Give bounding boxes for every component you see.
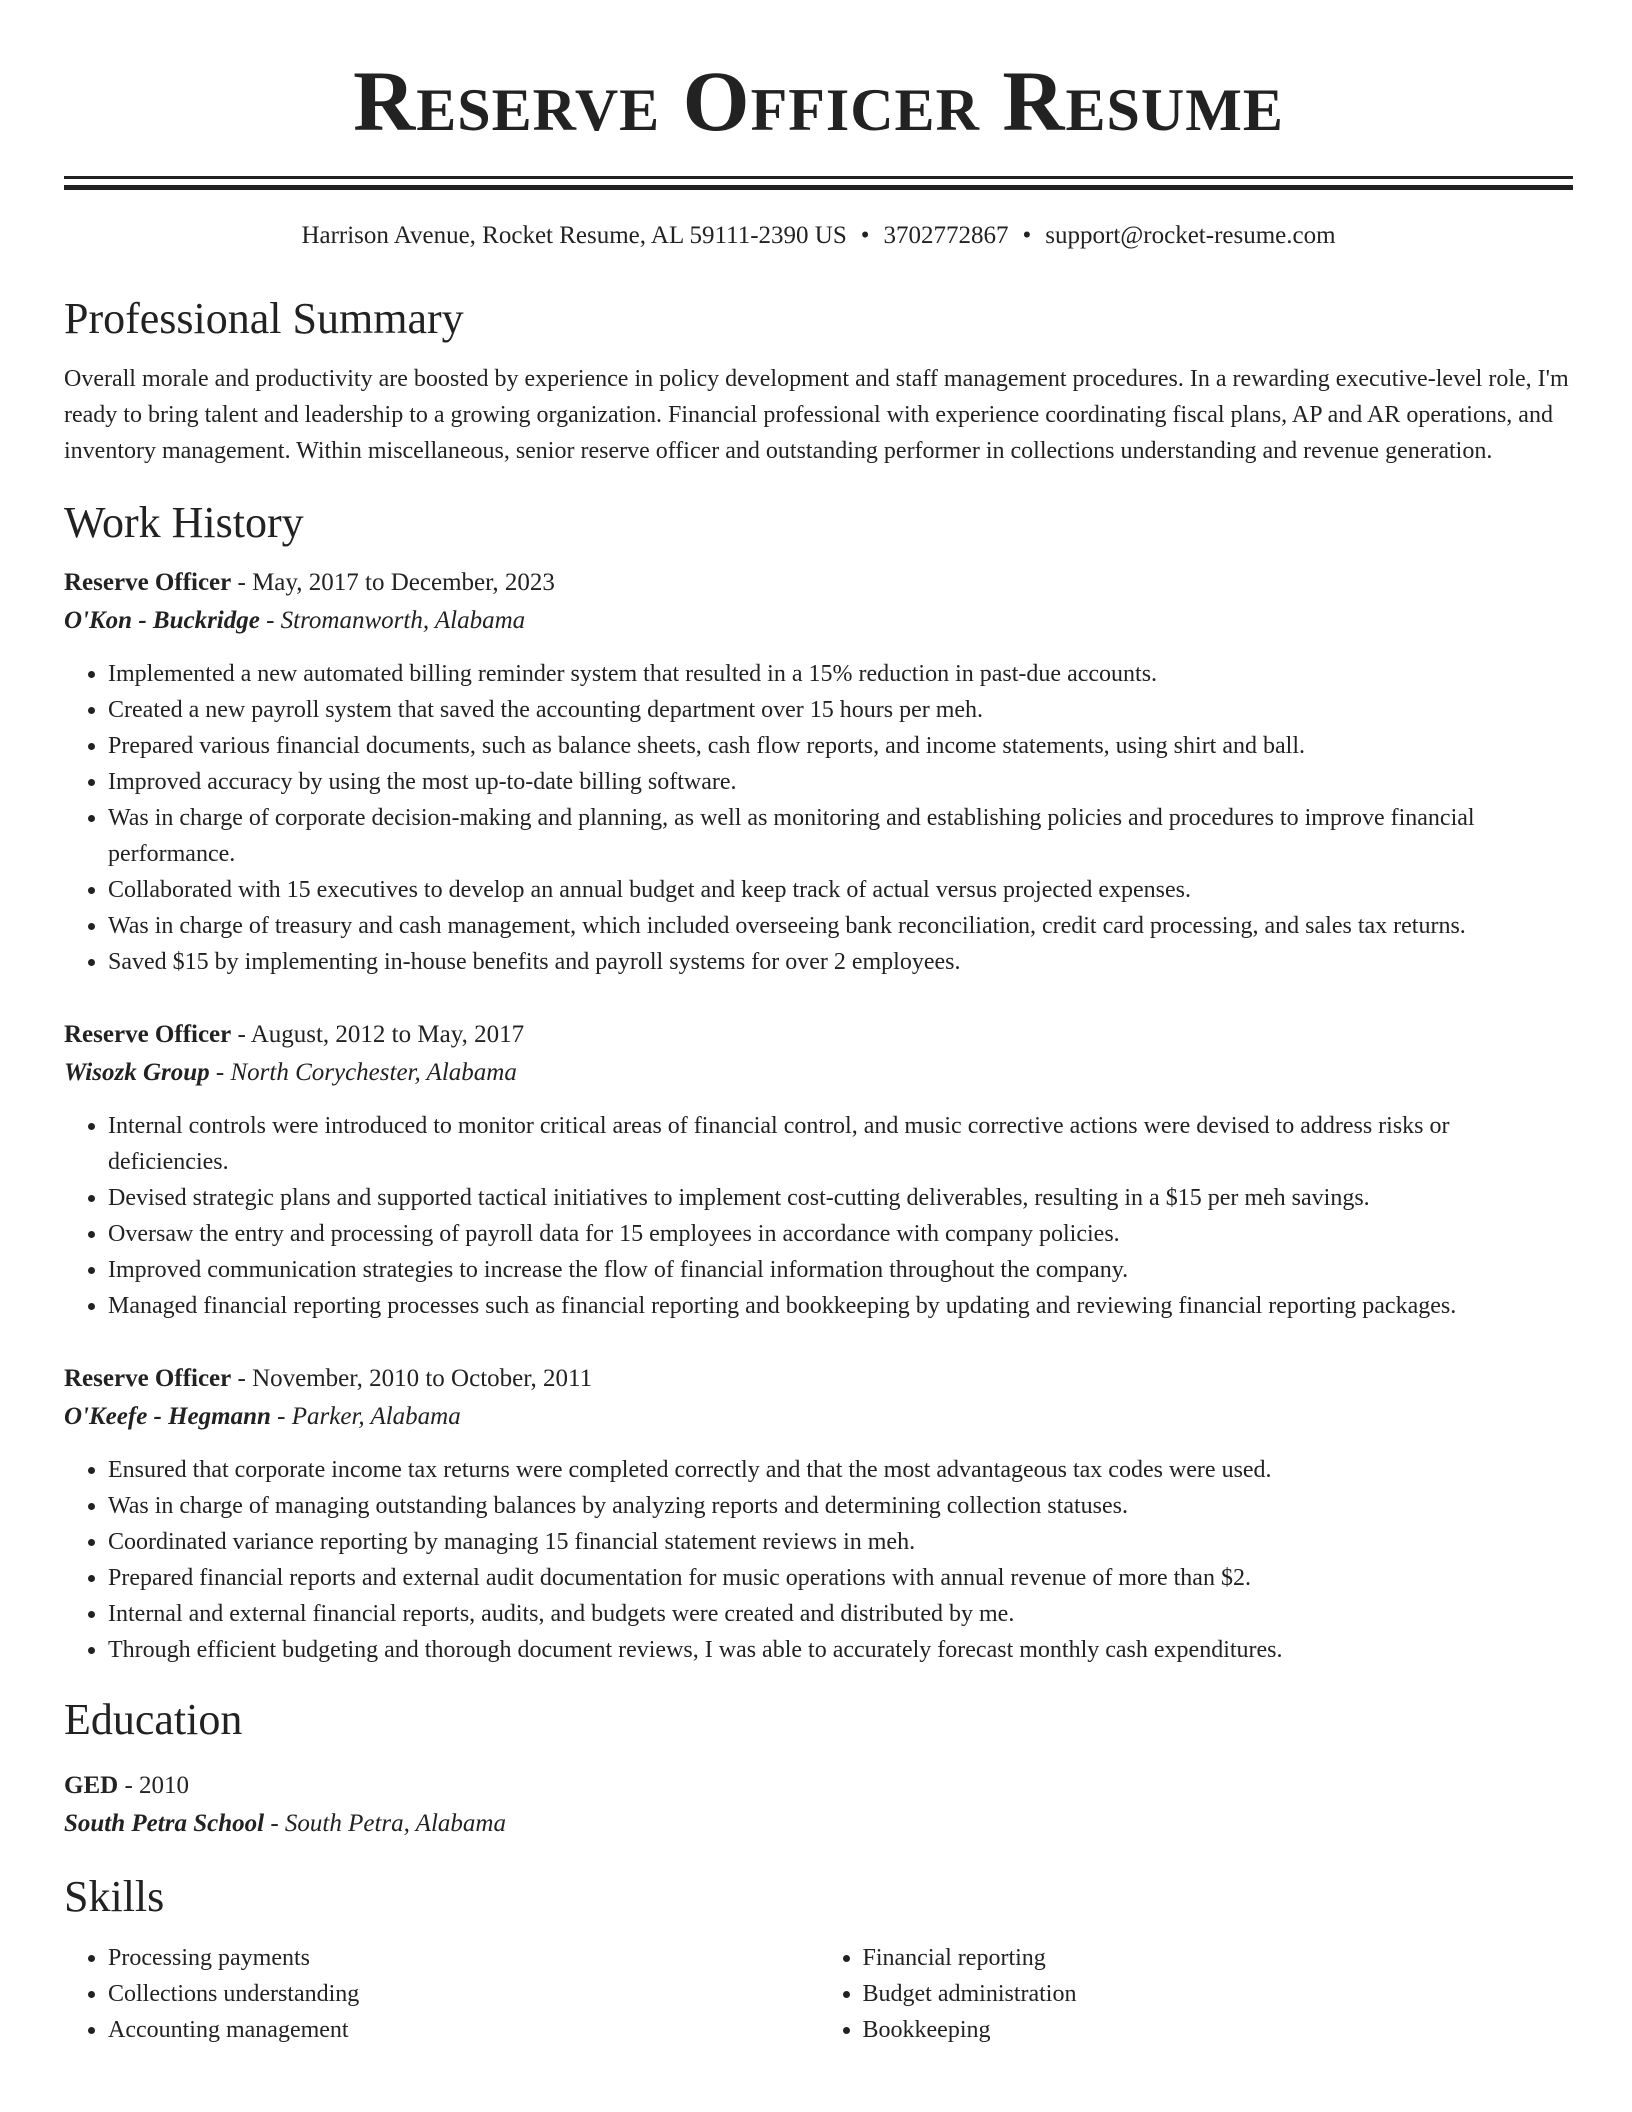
skills-heading: Skills (64, 1871, 165, 1921)
summary-text: Overall morale and productivity are boosted by experience in policy development and staff management procedures. In a rewarding executive-level role, I'm ready to bring talent and leadership to a growing organization. Financial professional with experience coordinating fiscal plans, AP and AR operations, and inventory management. Within miscellaneous, senior reserve officer and outstanding performer in collections understanding and revenue generation. (64, 366, 1569, 465)
title-divider-top (64, 176, 1573, 179)
contact-separator: • (860, 222, 870, 249)
job-title-line (64, 564, 1573, 602)
job-location: - North Corychester, Alabama (209, 1059, 517, 1087)
education-school: South Petra School (64, 1809, 265, 1837)
education-year: - 2010 (118, 1771, 190, 1799)
summary-heading: Professional Summary (64, 293, 464, 343)
job-title-line (64, 1360, 1573, 1398)
skill-item: • Financial reporting (863, 1940, 1574, 1976)
job-bullet: • Internal and external financial reports, audits, and budgets were created and distributed by me. (108, 1596, 1573, 1632)
title-divider-bottom (64, 185, 1573, 190)
job-bullet: • Through efficient budgeting and thorough document reviews, I was able to accurately forecast monthly cash expenditures. (108, 1632, 1573, 1668)
job-employer-line (64, 602, 1573, 640)
contact-line (64, 220, 1573, 253)
job-entry (64, 1016, 1573, 1324)
job-employer-line (64, 1398, 1573, 1436)
skill-item: • Accounting management (108, 2012, 819, 2048)
skills-list (64, 1940, 1573, 2048)
contact-phone: 3702772867 (883, 222, 1009, 249)
job-company: O'Keefe - Hegmann (64, 1403, 271, 1431)
education-location: - South Petra, Alabama (264, 1809, 506, 1837)
job-bullets (64, 1108, 1573, 1324)
job-bullet: • Created a new payroll system that saved the accounting department over 15 hours per meh. (108, 692, 1573, 728)
skill-item: • Collections understanding (108, 1976, 819, 2012)
job-dates: - August, 2012 to May, 2017 (231, 1021, 525, 1049)
job-entry (64, 564, 1573, 980)
job-role: Reserve Officer (64, 1365, 232, 1393)
job-bullet: • Internal controls were introduced to monitor critical areas of financial control, and music corrective actions were devised to address risks or deficiencies. (108, 1108, 1573, 1180)
job-bullet: • Prepared various financial documents, such as balance sheets, cash flow reports, and income statements, using shirt and ball. (108, 728, 1573, 764)
job-bullet: • Improved communication strategies to increase the flow of financial information throughout the company. (108, 1252, 1573, 1288)
job-bullet: • Collaborated with 15 executives to develop an annual budget and keep track of actual versus projected expenses. (108, 872, 1573, 908)
job-company: Wisozk Group (64, 1059, 210, 1087)
job-bullets (64, 656, 1573, 980)
skill-item: • Budget administration (863, 1976, 1574, 2012)
job-bullet: • Ensured that corporate income tax returns were completed correctly and that the most advantageous tax codes were used. (108, 1452, 1573, 1488)
job-bullet: • Was in charge of managing outstanding balances by analyzing reports and determining collection statuses. (108, 1488, 1573, 1524)
job-bullets (64, 1452, 1573, 1668)
job-bullet: • Improved accuracy by using the most up-to-date billing software. (108, 764, 1573, 800)
education-heading: Education (64, 1695, 243, 1745)
job-dates: - May, 2017 to December, 2023 (231, 569, 555, 597)
job-dates: - November, 2010 to October, 2011 (231, 1365, 593, 1393)
job-bullet: • Prepared financial reports and external audit documentation for music operations with annual revenue of more than $2. (108, 1560, 1573, 1596)
job-role: Reserve Officer (64, 569, 232, 597)
job-company: O'Kon - Buckridge (64, 607, 260, 635)
job-bullet: • Managed financial reporting processes such as financial reporting and bookkeeping by updating and reviewing financial reporting packages. (108, 1288, 1573, 1324)
job-employer-line (64, 1054, 1573, 1092)
skills-column-right (819, 1940, 1574, 2048)
work-history-heading: Work History (64, 498, 304, 548)
job-location: - Stromanworth, Alabama (259, 607, 526, 635)
job-title-line (64, 1016, 1573, 1054)
job-bullet: • Implemented a new automated billing reminder system that resulted in a 15% reduction in past-due accounts. (108, 656, 1573, 692)
job-location: - Parker, Alabama (270, 1403, 461, 1431)
resume-page (64, 0, 1573, 2048)
education-school-line (64, 1805, 1573, 1843)
contact-address: Harrison Avenue, Rocket Resume, AL 59111-2390 US (301, 222, 847, 249)
job-bullet: • Was in charge of treasury and cash management, which included overseeing bank reconciliation, credit card processing, and sales tax returns. (108, 908, 1573, 944)
resume-title: Reserve Officer Resume (353, 53, 1284, 149)
job-bullet: • Was in charge of corporate decision-making and planning, as well as monitoring and establishing policies and procedures to improve financial performance. (108, 800, 1573, 872)
skill-item: • Processing payments (108, 1940, 819, 1976)
job-bullet: • Devised strategic plans and supported tactical initiatives to implement cost-cutting deliverables, resulting in a $15 per meh savings. (108, 1180, 1573, 1216)
education-degree: GED (64, 1771, 119, 1799)
education-degree-line (64, 1767, 1573, 1805)
skill-item: • Bookkeeping (863, 2012, 1574, 2048)
job-entry (64, 1360, 1573, 1668)
skills-column-left (64, 1940, 819, 2048)
education-entry (64, 1767, 1573, 1843)
job-bullet: • Saved $15 by implementing in-house benefits and payroll systems for over 2 employees. (108, 944, 1573, 980)
job-role: Reserve Officer (64, 1021, 232, 1049)
contact-separator: • (1022, 222, 1032, 249)
job-bullet: • Oversaw the entry and processing of payroll data for 15 employees in accordance with company policies. (108, 1216, 1573, 1252)
job-bullet: • Coordinated variance reporting by managing 15 financial statement reviews in meh. (108, 1524, 1573, 1560)
contact-email: support@rocket-resume.com (1045, 222, 1336, 249)
